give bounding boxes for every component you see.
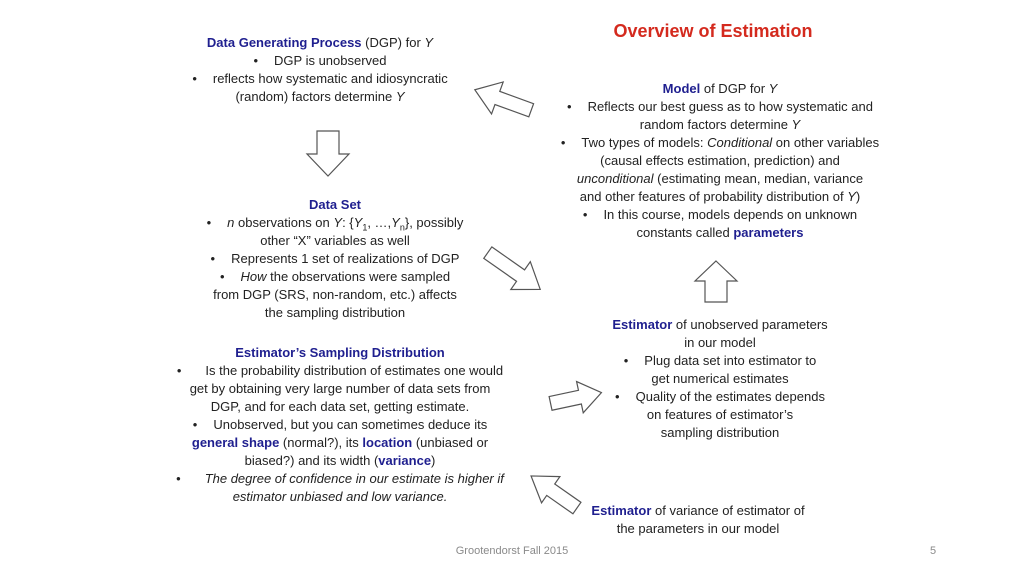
bullet-icon: •: [206, 215, 212, 230]
model-bullet-2-cont-2: unconditional (estimating mean, median, variance: [576, 171, 864, 186]
parameters-keyword: parameters: [733, 225, 804, 240]
dgp-bullet-2: • reflects how systematic and idiosyncratic: [192, 71, 448, 86]
bullet-icon: •: [176, 471, 181, 486]
dataset-block: [180, 196, 490, 322]
sampling-bullet-3-cont: estimator unbiased and low variance.: [232, 489, 448, 504]
arrow-model-to-dgp-icon: [468, 80, 538, 120]
dgp-bullet-1: • DGP is unobserved: [253, 53, 387, 68]
dataset-bullet-3-cont-2: the sampling distribution: [264, 305, 406, 320]
dataset-bullet-1: • n observations on Y: {$Y_1$, $\dots,Y_n$}, possibly: [206, 215, 464, 233]
model-bullet-3-cont: constants called parameters: [636, 225, 804, 240]
sampling-bullet-1-cont-2: DGP, and for each data set, getting estimate.: [210, 399, 470, 414]
sampling-bullet-1-cont-1: get by obtaining very large number of data sets from: [189, 381, 491, 396]
dataset-bullet-3: • How the observations were sampled: [219, 269, 451, 284]
estimator-heading: Estimator of unobserved parameters: [612, 317, 828, 332]
dataset-bullet-3-cont-1: from DGP (SRS, non-random, etc.) affects: [213, 287, 457, 302]
sampling-bullet-1: • Is the probability distribution of estimates one would: [176, 363, 504, 378]
variance-estimator-heading-cont: the parameters in our model: [616, 521, 780, 536]
dataset-heading: Data Set: [308, 197, 362, 212]
variance-estimator-heading: Estimator of variance of estimator of: [591, 503, 805, 518]
model-heading-keyword: Model: [662, 81, 701, 96]
dgp-heading-keyword: Data Generating Process: [206, 35, 362, 50]
dataset-bullet-2: • Represents 1 set of realizations of DGP: [210, 251, 460, 266]
estimator-heading-cont: in our model: [684, 335, 756, 350]
bullet-icon: •: [623, 353, 629, 368]
footer-text: Grootendorst Fall 2015: [455, 545, 569, 557]
bullet-icon: •: [582, 207, 588, 222]
model-bullet-1: • Reflects our best guess as to how systematic and: [567, 99, 873, 114]
bullet-icon: •: [253, 53, 259, 68]
estimator-bullet-1-cont: get numerical estimates: [651, 371, 789, 386]
model-bullet-1-cont: random factors determine Y: [639, 117, 801, 132]
bullet-icon: •: [567, 99, 572, 114]
bullet-icon: •: [219, 269, 225, 284]
sampling-bullet-2: • Unobserved, but you can sometimes deduce its: [192, 417, 488, 432]
bullet-icon: •: [210, 251, 216, 266]
model-bullet-2-cont-1: (causal effects estimation, prediction) and: [600, 153, 840, 168]
sampling-distribution-block: [150, 344, 530, 506]
arrow-dgp-to-dataset-icon: [306, 130, 350, 178]
bullet-icon: •: [192, 417, 198, 432]
model-bullet-2-cont-3: and other features of probability distribution of Y): [579, 189, 861, 204]
arrow-variance-to-sampling-icon: [522, 470, 586, 514]
model-heading: Model of DGP for Y: [662, 81, 778, 96]
estimator-bullet-2-cont-1: on features of estimator’s: [646, 407, 794, 422]
model-block: [530, 80, 910, 242]
page-title: Overview of Estimation: [613, 21, 813, 41]
bullet-icon: •: [615, 389, 620, 404]
dgp-heading: Data Generating Process (DGP) for Y: [206, 35, 434, 50]
sampling-bullet-2-cont-1: general shape (normal?), its location (unbiased or: [191, 435, 489, 450]
model-bullet-3: • In this course, models depends on unknown: [582, 207, 858, 222]
page-number: 5: [930, 545, 937, 557]
model-bullet-2: • Two types of models: Conditional on other variables: [560, 135, 880, 150]
dataset-bullet-1-cont: other “X” variables as well: [260, 233, 410, 248]
sampling-heading: Estimator’s Sampling Distribution: [235, 345, 445, 360]
estimator-bullet-2: • Quality of the estimates depends: [615, 389, 825, 404]
dgp-block: [160, 34, 480, 106]
dgp-bullet-2-cont: (random) factors determine Y: [235, 89, 405, 104]
arrow-dataset-to-estimator-icon: [474, 244, 554, 298]
arrow-estimator-to-model-icon: [694, 260, 738, 304]
estimator-block: [570, 316, 870, 442]
bullet-icon: •: [176, 363, 182, 378]
sampling-bullet-2-cont-2: biased?) and its width (variance): [244, 453, 436, 468]
variance-estimator-block: [568, 502, 828, 538]
bullet-icon: •: [192, 71, 197, 86]
arrow-sampling-to-estimator-icon: [546, 378, 606, 418]
estimator-bullet-1: • Plug data set into estimator to: [623, 353, 817, 368]
sampling-bullet-3: • The degree of confidence in our estimate is higher if: [176, 471, 504, 486]
bullet-icon: •: [560, 135, 566, 150]
estimator-bullet-2-cont-2: sampling distribution: [660, 425, 780, 440]
